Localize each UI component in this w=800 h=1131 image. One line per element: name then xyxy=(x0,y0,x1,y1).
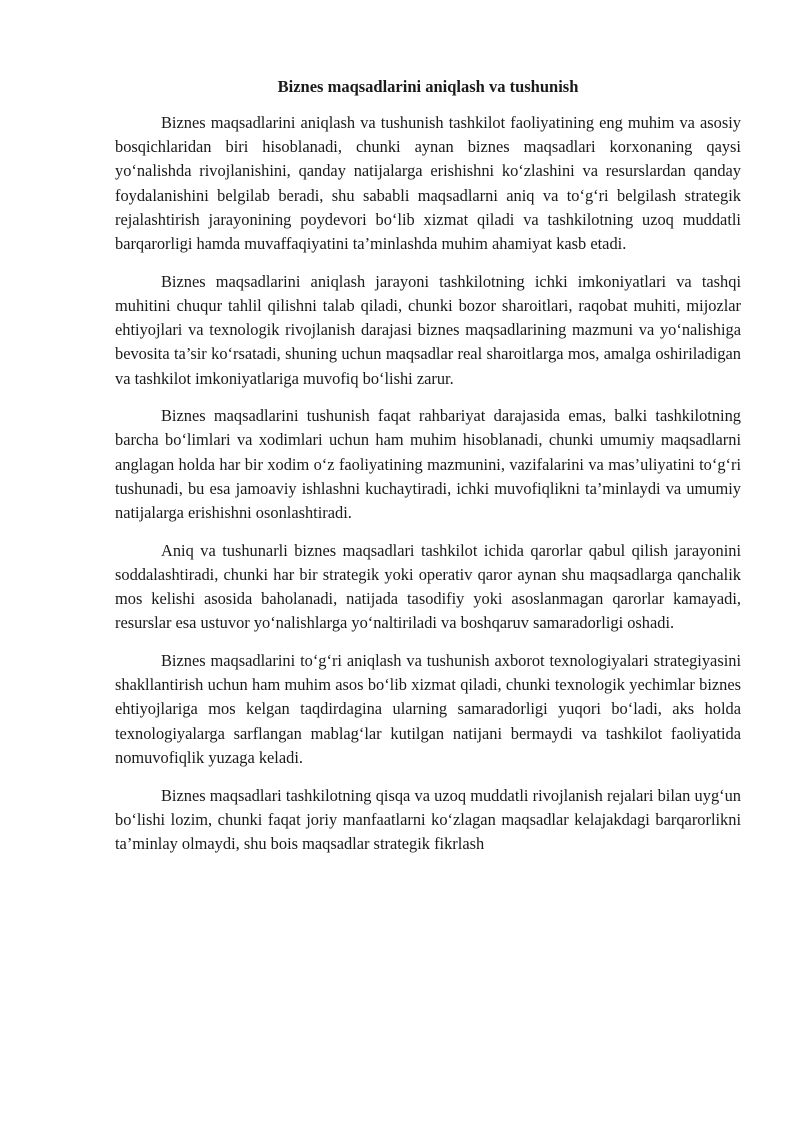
paragraph-1: Biznes maqsadlarini aniqlash va tushunish tashkilot faoliyatining eng muhim va asosiy bosqichlaridan biri hisoblanadi, chunki aynan biznes maqsadlari korxonaning qaysi yo‘nalishda rivojlanishini, qanday natijalarga erishishni ko‘zlashini va resurslardan qanday foydalanishini belgilab beradi, shu sababli maqsadlarni aniq va to‘g‘ri belgilash strategik rejalashtirish jarayonining poydevori bo‘lib xizmat qiladi va tashkilotning uzoq muddatli barqarorligi hamda muvaffaqiyatini ta’minlashda muhim ahamiyat kasb etadi. xyxy=(115,113,741,254)
paragraph-3: Biznes maqsadlarini tushunish faqat rahbariyat darajasida emas, balki tashkilotning barcha bo‘limlari va xodimlari uchun ham muhim hisoblanadi, chunki umumiy maqsadlarni anglagan holda har bir xodim o‘z faoliyatining mazmunini, vazifalarini va mas’uliyatini to‘g‘ri tushunadi, bu esa jamoaviy ishlashni kuchaytiradi, ichki muvofiqlikni ta’minlaydi va umumiy natijalarga erishishni osonlashtiradi. xyxy=(115,406,741,523)
paragraph-6: Biznes maqsadlari tashkilotning qisqa va uzoq muddatli rivojlanish rejalari bilan uyg‘un bo‘lishi lozim, chunki faqat joriy manfaatlarni ko‘zlagan maqsadlar kelajakdagi barqarorlikni ta’minlay olmaydi, shu bois maqsadlar strategik fikrlash xyxy=(115,785,741,853)
paragraph-5: Biznes maqsadlarini to‘g‘ri aniqlash va tushunish axborot texnologiyalari strategiyasini shakllantirish uchun ham muhim asos bo‘lib xizmat qiladi, chunki texnologik yechimlar biznes ehtiyojlariga mos kelgan taqdirdagina ularning samaradorligi yuqori bo‘ladi, aks holda texnologiyalarga sarflangan mablag‘lar kutilgan natijani bermaydi va tashkilot faoliyatida nomuvofiqlik yuzaga keladi. xyxy=(115,651,741,767)
paragraph-4: Aniq va tushunarli biznes maqsadlari tashkilot ichida qarorlar qabul qilish jarayonini soddalashtiradi, chunki har bir strategik yoki operativ qaror aynan shu maqsadlarga qanchalik mos kelishi asosida baholanadi, natijada tasodifiy yoki asoslanmagan qarorlar kamayadi, resurslar esa ustuvor yo‘nalishlarga yo‘naltiriladi va boshqaruv samaradorligi oshadi. xyxy=(115,540,741,633)
document-body xyxy=(115,74,741,870)
document-title: Biznes maqsadlarini aniqlash va tushunish xyxy=(277,77,579,96)
paragraph-2: Biznes maqsadlarini aniqlash jarayoni tashkilotning ichki imkoniyatlari va tashqi muhitini chuqur tahlil qilishni talab qiladi, chunki bozor sharoitlari, raqobat muhiti, mijozlar ehtiyojlari va texnologik rivojlanish darajasi biznes maqsadlarining mazmuni va yo‘nalishiga bevosita ta’sir ko‘rsatadi, shuning uchun maqsadlar real sharoitlarga mos, amalga oshiriladigan va tashkilot imkoniyatlariga muvofiq bo‘lishi zarur. xyxy=(115,271,741,388)
